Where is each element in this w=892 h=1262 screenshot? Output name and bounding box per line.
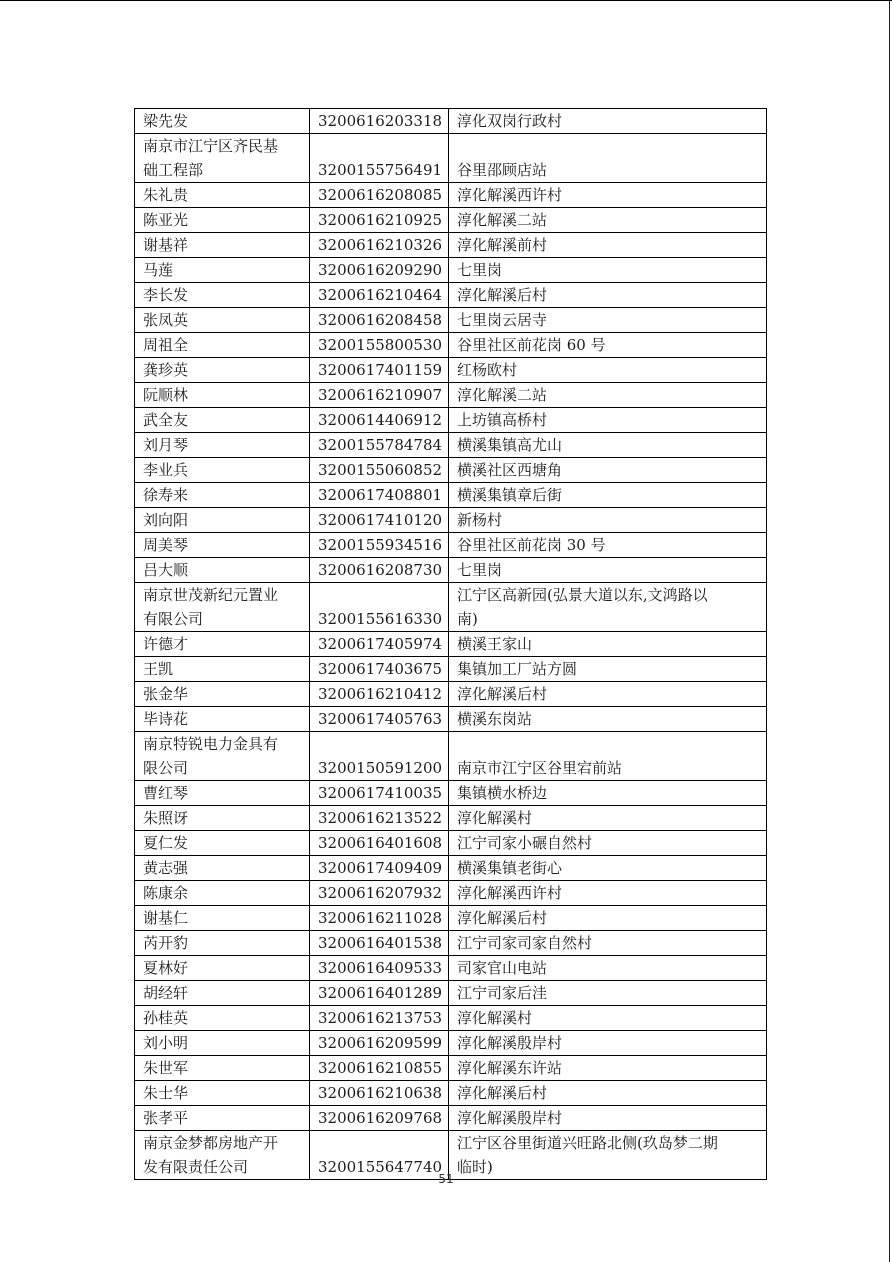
account-number-cell: 3200616210464 [310,283,449,308]
location-cell: 上坊镇高桥村 [449,408,767,433]
name-cell: 张孝平 [135,1106,310,1131]
account-number-cell: 3200616409533 [310,956,449,981]
table-row [135,233,767,258]
account-number-cell: 3200616209768 [310,1106,449,1131]
name-cell: 南京市江宁区齐民基 础工程部 [135,134,310,183]
account-number-cell: 3200155756491 [310,134,449,183]
table-row [135,931,767,956]
table-row [135,1006,767,1031]
location-cell: 淳化解溪后村 [449,283,767,308]
location-cell: 南京市江宁区谷里宕前站 [449,732,767,781]
table-row [135,682,767,707]
table-row [135,383,767,408]
account-number-cell: 3200617410035 [310,781,449,806]
table-row [135,283,767,308]
location-cell: 谷里邵顾店站 [449,134,767,183]
name-cell: 朱世军 [135,1056,310,1081]
location-cell: 淳化解溪前村 [449,233,767,258]
location-cell: 红杨欧村 [449,358,767,383]
name-cell: 刘月琴 [135,433,310,458]
location-cell: 七里岗云居寺 [449,308,767,333]
account-number-cell: 3200617409409 [310,856,449,881]
table-row [135,981,767,1006]
account-number-cell: 3200155784784 [310,433,449,458]
name-cell: 谢基仁 [135,906,310,931]
name-cell: 龚珍英 [135,358,310,383]
table-row [135,657,767,682]
location-cell: 横溪王家山 [449,632,767,657]
name-cell: 刘小明 [135,1031,310,1056]
location-cell: 淳化解溪后村 [449,906,767,931]
account-number-cell: 3200617401159 [310,358,449,383]
location-cell: 七里岗 [449,258,767,283]
name-cell: 李长发 [135,283,310,308]
name-cell: 黄志强 [135,856,310,881]
account-number-cell: 3200616210412 [310,682,449,707]
table-row [135,831,767,856]
account-table-body [135,109,767,1180]
name-cell: 吕大顺 [135,558,310,583]
name-cell: 王凯 [135,657,310,682]
name-cell: 许德才 [135,632,310,657]
name-cell: 朱礼贵 [135,183,310,208]
table-row [135,533,767,558]
account-number-cell: 3200616401289 [310,981,449,1006]
name-cell: 芮开豹 [135,931,310,956]
name-cell: 曹红琴 [135,781,310,806]
table-row [135,109,767,134]
account-number-cell: 3200617410120 [310,508,449,533]
account-number-cell: 3200616208730 [310,558,449,583]
account-number-cell: 3200155800530 [310,333,449,358]
location-cell: 横溪集镇老街心 [449,856,767,881]
name-cell: 周美琴 [135,533,310,558]
name-cell: 毕诗花 [135,707,310,732]
location-cell: 淳化双岗行政村 [449,109,767,134]
table-row [135,1081,767,1106]
location-cell: 淳化解溪东许站 [449,1056,767,1081]
name-cell: 张金华 [135,682,310,707]
name-cell: 马莲 [135,258,310,283]
account-number-cell: 3200155616330 [310,583,449,632]
table-row [135,183,767,208]
table-row [135,408,767,433]
location-cell: 江宁司家小碾自然村 [449,831,767,856]
name-cell: 南京世茂新纪元置业 有限公司 [135,583,310,632]
account-number-cell: 3200617408801 [310,483,449,508]
name-cell: 阮顺林 [135,383,310,408]
account-number-cell: 3200155060852 [310,458,449,483]
location-cell: 横溪东岗站 [449,707,767,732]
table-row [135,732,767,781]
account-number-cell: 3200616210326 [310,233,449,258]
table-row [135,707,767,732]
location-cell: 淳化解溪后村 [449,682,767,707]
table-row [135,483,767,508]
location-cell: 淳化解溪村 [449,806,767,831]
account-number-cell: 3200155647740 [310,1131,449,1180]
right-border-line [889,0,890,1262]
account-number-cell: 3200616213753 [310,1006,449,1031]
location-cell: 淳化解溪西许村 [449,183,767,208]
table-row [135,208,767,233]
table-row [135,308,767,333]
location-cell: 横溪集镇章后街 [449,483,767,508]
name-cell: 武全友 [135,408,310,433]
account-number-cell: 3200616209599 [310,1031,449,1056]
table-row [135,1106,767,1131]
account-number-cell: 3200155934516 [310,533,449,558]
name-cell: 南京特锐电力金具有 限公司 [135,732,310,781]
account-number-cell: 3200616210925 [310,208,449,233]
name-cell: 周祖全 [135,333,310,358]
location-cell: 淳化解溪后村 [449,1081,767,1106]
name-cell: 刘向阳 [135,508,310,533]
name-cell: 梁先发 [135,109,310,134]
table-row [135,458,767,483]
location-cell: 淳化解溪村 [449,1006,767,1031]
account-number-cell: 3200617405763 [310,707,449,732]
account-number-cell: 3200150591200 [310,732,449,781]
name-cell: 朱士华 [135,1081,310,1106]
table-row [135,1056,767,1081]
location-cell: 七里岗 [449,558,767,583]
location-cell: 谷里社区前花岗 60 号 [449,333,767,358]
location-cell: 集镇横水桥边 [449,781,767,806]
account-number-cell: 3200616207932 [310,881,449,906]
location-cell: 横溪社区西塘角 [449,458,767,483]
location-cell: 集镇加工厂站方圆 [449,657,767,682]
location-cell: 江宁区高新园(弘景大道以东,文鸿路以 南) [449,583,767,632]
table-row [135,508,767,533]
table-row [135,258,767,283]
table-row [135,881,767,906]
account-number-cell: 3200616209290 [310,258,449,283]
location-cell: 淳化解溪西许村 [449,881,767,906]
name-cell: 胡经轩 [135,981,310,1006]
name-cell: 陈康余 [135,881,310,906]
location-cell: 司家官山电站 [449,956,767,981]
name-cell: 南京金梦都房地产开 发有限责任公司 [135,1131,310,1180]
name-cell: 徐寿来 [135,483,310,508]
table-row [135,358,767,383]
name-cell: 李业兵 [135,458,310,483]
location-cell: 淳化解溪殷岸村 [449,1106,767,1131]
name-cell: 夏林好 [135,956,310,981]
table-row [135,806,767,831]
name-cell: 夏仁发 [135,831,310,856]
table-row [135,583,767,632]
name-cell: 陈亚光 [135,208,310,233]
account-number-cell: 3200617403675 [310,657,449,682]
account-number-cell: 3200616401538 [310,931,449,956]
location-cell: 淳化解溪二站 [449,383,767,408]
account-number-cell: 3200616208458 [310,308,449,333]
page-number: 51 [438,1172,454,1186]
name-cell: 张凤英 [135,308,310,333]
location-cell: 淳化解溪殷岸村 [449,1031,767,1056]
account-number-cell: 3200616203318 [310,109,449,134]
table-row [135,781,767,806]
account-number-cell: 3200616210638 [310,1081,449,1106]
account-number-cell: 3200617405974 [310,632,449,657]
location-cell: 江宁司家司家自然村 [449,931,767,956]
location-cell: 谷里社区前花岗 30 号 [449,533,767,558]
top-border-line [0,0,892,1]
table-row [135,134,767,183]
table-row [135,856,767,881]
location-cell: 横溪集镇高尤山 [449,433,767,458]
location-cell: 江宁司家后洼 [449,981,767,1006]
location-cell: 江宁区谷里街道兴旺路北侧(玖岛梦二期 临时) [449,1131,767,1180]
account-number-cell: 3200616401608 [310,831,449,856]
account-number-cell: 3200616213522 [310,806,449,831]
name-cell: 孙桂英 [135,1006,310,1031]
name-cell: 朱照讶 [135,806,310,831]
table-row [135,632,767,657]
account-table [134,108,767,1180]
table-row [135,558,767,583]
account-number-cell: 3200616210907 [310,383,449,408]
account-number-cell: 3200616211028 [310,906,449,931]
account-number-cell: 3200614406912 [310,408,449,433]
table-row [135,1031,767,1056]
account-number-cell: 3200616210855 [310,1056,449,1081]
table-row [135,956,767,981]
location-cell: 新杨村 [449,508,767,533]
name-cell: 谢基祥 [135,233,310,258]
account-number-cell: 3200616208085 [310,183,449,208]
location-cell: 淳化解溪二站 [449,208,767,233]
table-row [135,906,767,931]
table-row [135,433,767,458]
table-row [135,333,767,358]
